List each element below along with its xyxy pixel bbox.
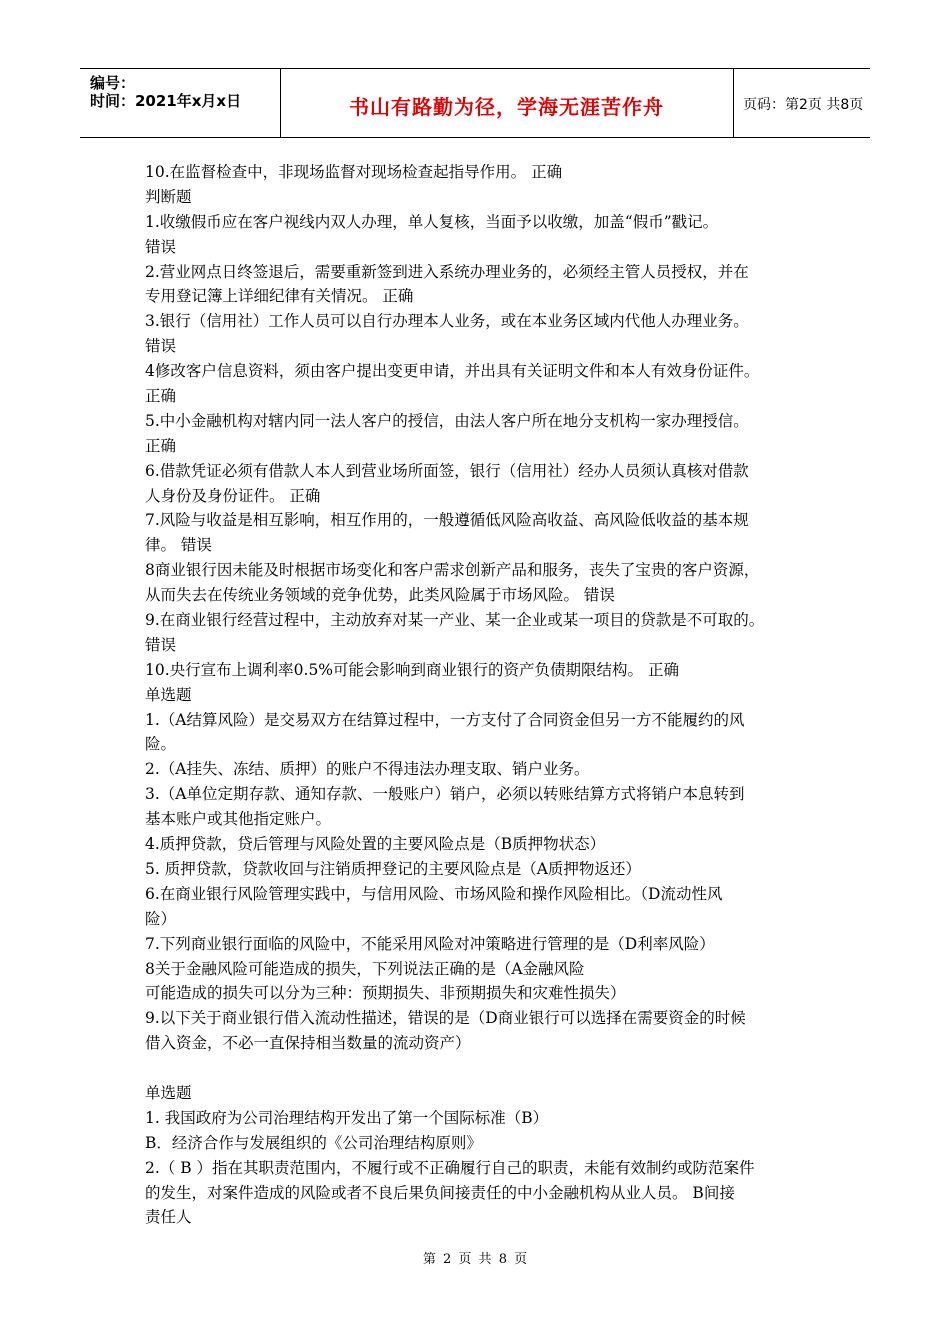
text-line: 2.（ B ）指在其职责范围内，不履行或不正确履行自己的职责，未能有效制约或防范案件 xyxy=(145,1158,755,1177)
page-footer: 第 2 页 共 8 页 xyxy=(422,1252,528,1267)
text-line: 4.质押贷款，贷后管理与风险处置的主要风险点是（B质押物状态） xyxy=(145,835,606,854)
text-line: 借入资金，不必一直保持相当数量的流动资产） xyxy=(145,1034,471,1053)
text-line: 3.（A单位定期存款、通知存款、一般账户）销户，必须以转账结算方式将销户本息转到 xyxy=(145,785,745,804)
text-line: 险） xyxy=(145,909,177,928)
text-line: 7.下列商业银行面临的风险中，不能采用风险对冲策略进行管理的是（D利率风险） xyxy=(145,934,715,953)
text-line: 责任人 xyxy=(145,1208,192,1227)
text-line: 9.在商业银行经营过程中，主动放弃对某一产业、某一企业或某一项目的贷款是不可取的。 xyxy=(145,611,765,630)
text-line: 律。 错误 xyxy=(145,536,212,555)
header-info-cell xyxy=(80,69,281,137)
text-line: B．经济合作与发展组织的《公司治理结构原则》 xyxy=(145,1133,482,1152)
text-line: 4修改客户信息资料，须由客户提出变更申请，并出具有关证明文件和本人有效身份证件。 xyxy=(145,362,760,381)
text-line: 的发生，对案件造成的风险或者不良后果负间接责任的中小金融机构从业人员。 B间接 xyxy=(145,1183,735,1202)
text-line: 单选题 xyxy=(145,1083,192,1102)
text-line: 2.（A挂失、冻结、质押）的账户不得违法办理支取、销户业务。 xyxy=(145,760,590,779)
text-line: 5.中小金融机构对辖内同一法人客户的授信，由法人客户所在地分支机构一家办理授信。 xyxy=(145,411,749,430)
text-line: 1.（A结算风险）是交易双方在结算过程中，一方支付了合同资金但另一方不能履约的风 xyxy=(145,710,745,729)
text-line: 人身份及身份证件。 正确 xyxy=(145,486,321,505)
text-line: 单选题 xyxy=(145,685,192,704)
text-line: 6.在商业银行风险管理实践中，与信用风险、市场风险和操作风险相比。（D流动性风 xyxy=(145,884,723,903)
text-line: 错误 xyxy=(145,237,177,256)
document-body xyxy=(145,160,825,1230)
text-line: 1. 我国政府为公司治理结构开发出了第一个国际标准（B） xyxy=(145,1108,549,1127)
page-header xyxy=(80,68,870,138)
text-line: 判断题 xyxy=(145,187,192,206)
text-line: 错误 xyxy=(145,635,177,654)
text-line: 正确 xyxy=(145,387,177,406)
text-line: 基本账户或其他指定账户。 xyxy=(145,810,332,829)
text-line: 从而失去在传统业务领域的竞争优势，此类风险属于市场风险。 错误 xyxy=(145,586,615,605)
text-line xyxy=(145,1056,825,1081)
text-line: 10.央行宣布上调利率0.5%可能会影响到商业银行的资产负债期限结构。 正确 xyxy=(145,660,679,679)
text-line: 9.以下关于商业银行借入流动性描述，错误的是（D商业银行可以选择在需要资金的时候 xyxy=(145,1009,746,1028)
text-line: 5. 质押贷款，贷款收回与注销质押登记的主要风险点是（A质押物返还） xyxy=(145,859,641,878)
text-line: 6.借款凭证必须有借款人本人到营业场所面签，银行（信用社）经办人员须认真核对借款 xyxy=(145,461,749,480)
document-number-label: 编号： xyxy=(90,74,136,92)
header-motto-cell xyxy=(280,69,734,137)
text-line: 专用登记簿上详细纪律有关情况。 正确 xyxy=(145,287,414,306)
text-line: 险。 xyxy=(145,735,177,754)
text-line: 10.在监督检查中，非现场监督对现场检查起指导作用。 正确 xyxy=(145,163,563,181)
text-line: 2.营业网点日终签退后，需要重新签到进入系统办理业务的，必须经主管人员授权，并在 xyxy=(145,262,749,281)
text-line: 正确 xyxy=(145,436,177,455)
text-line: 7.风险与收益是相互影响，相互作用的，一般遵循低风险高收益、高风险低收益的基本规 xyxy=(145,511,749,530)
text-line: 可能造成的损失可以分为三种：预期损失、非预期损失和灾难性损失） xyxy=(145,984,626,1003)
document-date-label: 时间：2021年x月x日 xyxy=(90,92,242,110)
header-page-cell xyxy=(733,69,870,137)
text-line: 错误 xyxy=(145,337,177,356)
text-line: 8商业银行因未能及时根据市场变化和客户需求创新产品和服务，丧失了宝贵的客户资源， xyxy=(145,561,760,580)
text-line: 8关于金融风险可能造成的损失，下列说法正确的是（A金融风险 xyxy=(145,959,585,978)
text-line: 3.银行（信用社）工作人员可以自行办理本人业务，或在本业务区域内代他人办理业务。 xyxy=(145,312,749,331)
header-page-number: 页码：第2页 共8页 xyxy=(743,97,864,113)
header-motto: 书山有路勤为径，学海无涯苦作舟 xyxy=(349,95,664,119)
text-line: 1.收缴假币应在客户视线内双人办理，单人复核，当面予以收缴，加盖“假币”戳记。 xyxy=(145,212,719,231)
